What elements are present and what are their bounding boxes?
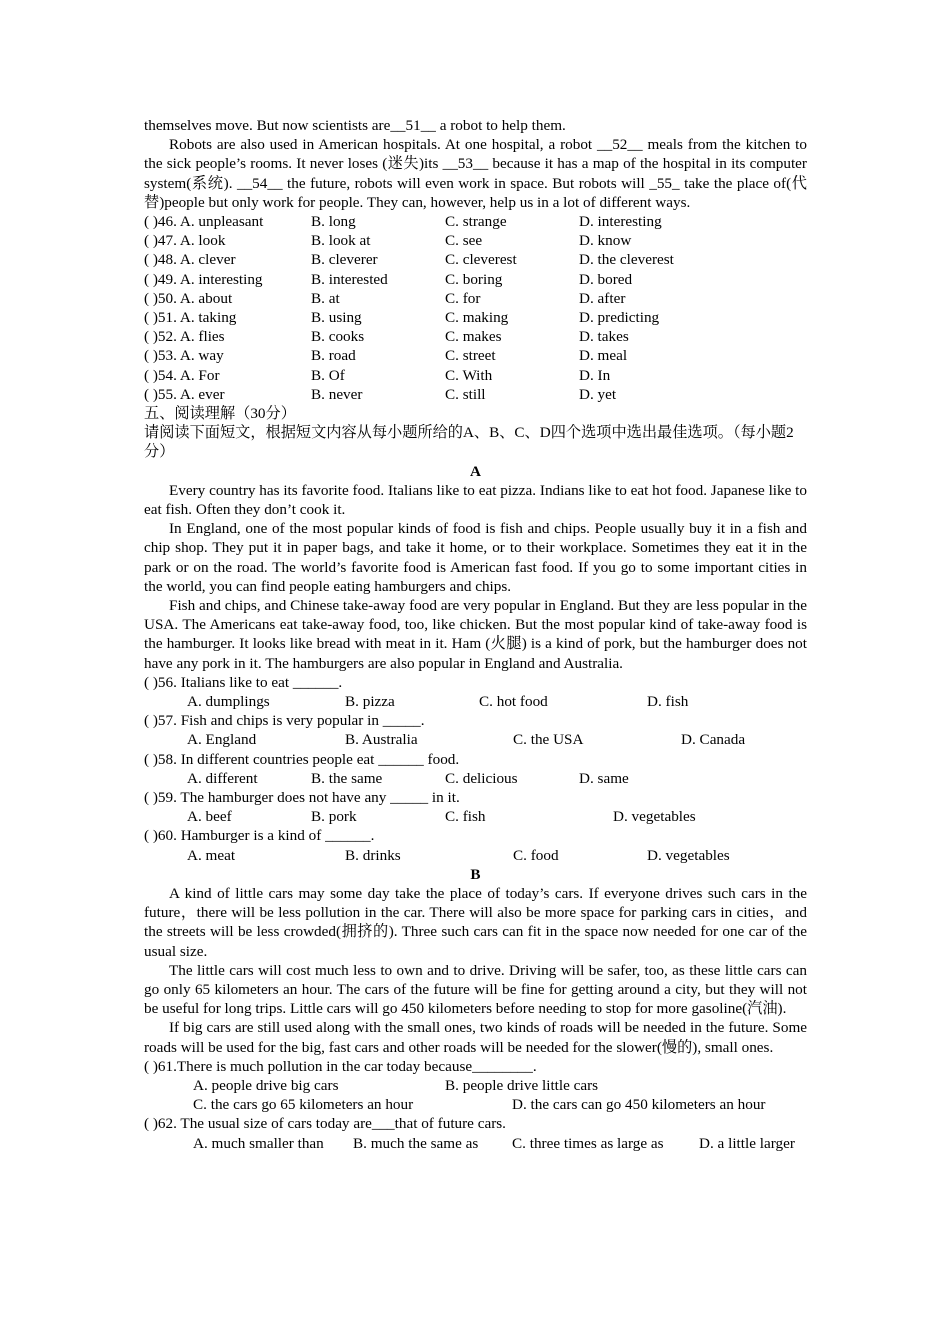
passage-b-paragraph: If big cars are still used along with the small ones, two kinds of roads will be needed in the future. Some roads will be used for the big, fast cars and other roads will be needed for the slower(慢的), small ones. — [144, 1019, 807, 1056]
question-options: A. different B. the same C. delicious D. same — [187, 769, 629, 787]
option-row: ( )50. A. about B. at C. for D. after — [144, 289, 626, 307]
passage-b-paragraph: A kind of little cars may some day take the place of today’s cars. If everyone drives such cars in the future，there will be less pollution in the car. There will also be more space for parking cars in cities，and the streets will be less crowded(拥挤的). Three such cars can fit in the space now needed for one car of the usual size. — [144, 884, 807, 960]
question-options: A. England B. Australia C. the USA D. Canada — [187, 731, 746, 749]
cloze-paragraph: themselves move. But now scientists are__51__ a robot to help them. — [144, 117, 566, 134]
question-options: A. people drive big cars B. people drive little cars — [193, 1076, 599, 1094]
cloze-paragraph: Robots are also used in American hospitals. At one hospital, a robot __52__ meals from the kitchen to the sick people’s rooms. It never loses (迷失)its __53__ because it has a map of the hospital in its computer system(系统). __54__ the future, robots will even work in space. But robots will _55_ take the place of(代替)people but only work for people. They can, however, help us in a lot of different ways. — [144, 136, 807, 211]
passage-b-paragraph: The little cars will cost much less to own and to drive. Driving will be safer, too, as these little cars can go only 65 kilometers an hour. The cars of the future will be fine for getting around a city, but they will not be useful for long trips. Little cars will go 450 kilometers before needing to stop for more gasoline(汽油). — [144, 961, 807, 1018]
option-row: ( )46. A. unpleasant B. long C. strange D. interesting — [144, 213, 662, 231]
question-options: A. dumplings B. pizza C. hot food D. fish — [187, 692, 689, 710]
question-stem: ( )60. Hamburger is a kind of ______. — [144, 827, 375, 845]
passage-a-label: A — [470, 462, 481, 480]
section-instruction: 请阅读下面短文，根据短文内容从每小题所给的A、B、C、D四个选项中选出最佳选项。（每小题2分） — [144, 424, 794, 461]
question-stem: ( )62. The usual size of cars today are___that of future cars. — [144, 1115, 506, 1133]
passage-a-questions — [144, 673, 807, 865]
passage-b-label: B — [470, 865, 481, 883]
passage-a-paragraph: Every country has its favorite food. Italians like to eat pizza. Indians like to eat hot food. Japanese like to eat fish. Often they don’t cook it. — [144, 481, 807, 518]
section-title: 五、阅读理解（30分） — [144, 404, 296, 422]
question-stem: ( )58. In different countries people eat ______ food. — [144, 750, 460, 768]
option-row: ( )52. A. flies B. cooks C. makes D. takes — [144, 328, 629, 346]
question-options: A. much smaller than B. much the same as C. three times as large as D. a little larger — [193, 1134, 795, 1152]
option-row: ( )48. A. clever B. cleverer C. cleverest D. the cleverest — [144, 251, 674, 269]
passage-b-questions — [144, 1057, 807, 1153]
option-row: ( )51. A. taking B. using C. making D. predicting — [144, 308, 660, 326]
option-row: ( )47. A. look B. look at C. see D. know — [144, 232, 632, 250]
question-stem: ( )61.There is much pollution in the car today because________. — [144, 1057, 537, 1075]
question-options: A. meat B. drinks C. food D. vegetables — [187, 846, 730, 864]
question-stem: ( )57. Fish and chips is very popular in _____. — [144, 712, 425, 730]
exam-content — [144, 116, 807, 1153]
option-row: ( )53. A. way B. road C. street D. meal — [144, 347, 628, 365]
option-row: ( )49. A. interesting B. interested C. boring D. bored — [144, 270, 633, 288]
passage-a-paragraph: Fish and chips, and Chinese take-away food are very popular in England. But they are less popular in the USA. The Americans eat take-away food, too, like chicken. But the most popular kind of take-away food is the hamburger. It looks like bread with meat in it. Ham (火腿) is a kind of pork, but the hamburger does not have any pork in it. The hamburgers are also popular in England and Australia. — [144, 596, 807, 672]
question-options: A. beef B. pork C. fish D. vegetables — [187, 808, 696, 826]
question-options: C. the cars go 65 kilometers an hour D. the cars can go 450 kilometers an hour — [193, 1096, 766, 1114]
cloze-options — [144, 212, 807, 404]
option-row: ( )55. A. ever B. never C. still D. yet — [144, 385, 617, 403]
option-row: ( )54. A. For B. Of C. With D. In — [144, 366, 611, 384]
question-stem: ( )59. The hamburger does not have any _____ in it. — [144, 788, 460, 806]
passage-a-paragraph: In England, one of the most popular kinds of food is fish and chips. People usually buy it in a fish and chip shop. They put it in paper bags, and take it home, or to their workplace. Sometimes they eat it in the park or on the road. The world’s favorite food is American fast food. If you go to some important cities in the world, you can find people eating hamburgers and chips. — [144, 520, 807, 595]
question-stem: ( )56. Italians like to eat ______. — [144, 673, 343, 691]
